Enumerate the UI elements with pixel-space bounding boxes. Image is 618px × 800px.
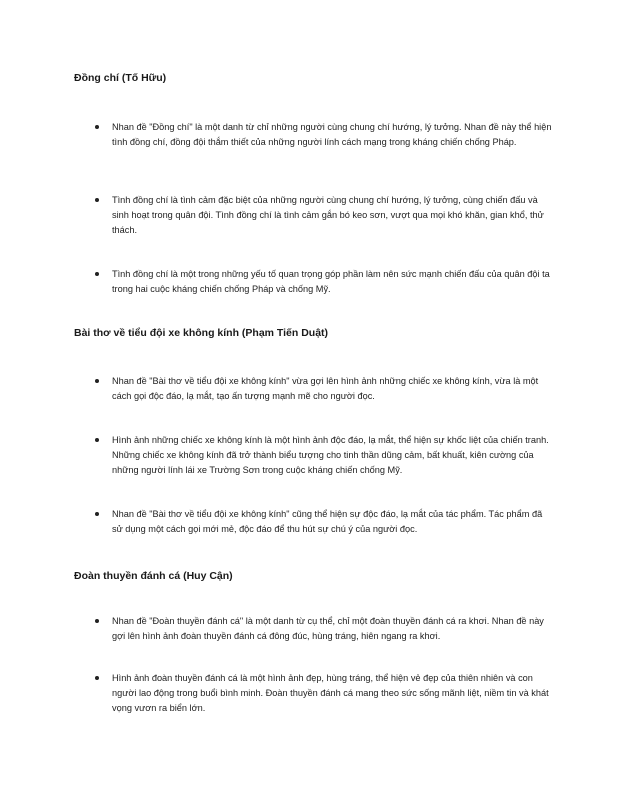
list-item-text: Nhan đề "Đoàn thuyền đánh cá" là một danh từ cụ thể, chỉ một đoàn thuyền đánh cá ra khơi. Nhan đề này gợi lên hình ảnh đoàn thuyền đánh cá đông đúc, hùng tráng, hiên ngang ra khơi. bbox=[112, 616, 544, 641]
list-item-text: Nhan đề "Đồng chí" là một danh từ chỉ những người cùng chung chí hướng, lý tưởng. Nhan đề này thể hiện tình đồng chí, đồng đội thắm thiết của những người lính cách mạng trong kháng chiến chống Pháp. bbox=[112, 122, 552, 147]
list-item-text: Hình ảnh những chiếc xe không kính là một hình ảnh độc đáo, lạ mắt, thể hiện sự khốc liệt của chiến tranh. Những chiếc xe không kính đã trở thành biểu tượng cho tinh thần dũng cảm, bất khuất, kiên cường của những người lính lái xe Trường Sơn trong cuộc kháng chiến chống Mỹ. bbox=[112, 435, 549, 475]
list-item-text: Nhan đề "Bài thơ về tiểu đội xe không kính" cũng thể hiện sự độc đáo, lạ mắt của tác phẩm. Tác phẩm đã sử dụng một cách gọi mới mẻ, độc đáo để thu hút sự chú ý của người đọc. bbox=[112, 509, 543, 534]
list-item-text: Hình ảnh đoàn thuyền đánh cá là một hình ảnh đẹp, hùng tráng, thể hiện vẻ đẹp của thiên nhiên và con người lao động trong buổi bình minh. Đoàn thuyền đánh cá mang theo sức sống mãnh liệt, niềm tin và khát vọng vươn ra biển lớn. bbox=[112, 673, 549, 713]
section-heading: Đồng chí (Tố Hữu) bbox=[74, 72, 167, 84]
bullet-icon bbox=[95, 438, 99, 442]
list-item-text: Tình đồng chí là một trong những yếu tố quan trọng góp phần làm nên sức mạnh chiến đấu của quân đội ta trong hai cuộc kháng chiến chống Pháp và chống Mỹ. bbox=[112, 269, 550, 294]
bullet-icon bbox=[95, 676, 99, 680]
bullet-icon bbox=[95, 379, 99, 383]
bullet-icon bbox=[95, 125, 99, 129]
section-heading: Bài thơ về tiểu đội xe không kính (Phạm Tiến Duật) bbox=[74, 327, 329, 339]
list-item-text: Tình đồng chí là tình cảm đặc biệt của những người cùng chung chí hướng, lý tưởng, cùng chiến đấu và sinh hoạt trong quân đội. Tình đồng chí là tình cảm gắn bó keo sơn, vượt qua mọi khó khăn, gian khổ, thử thách. bbox=[112, 195, 544, 235]
bullet-icon bbox=[95, 198, 99, 202]
list-item-text: Nhan đề "Bài thơ về tiểu đội xe không kính" vừa gợi lên hình ảnh những chiếc xe không kính, vừa là một cách gọi độc đáo, lạ mắt, tạo ấn tượng mạnh mẽ cho người đọc. bbox=[112, 376, 539, 401]
bullet-icon bbox=[95, 512, 99, 516]
bullet-icon bbox=[95, 619, 99, 623]
section-heading: Đoàn thuyền đánh cá (Huy Cận) bbox=[74, 570, 233, 582]
bullet-icon bbox=[95, 272, 99, 276]
